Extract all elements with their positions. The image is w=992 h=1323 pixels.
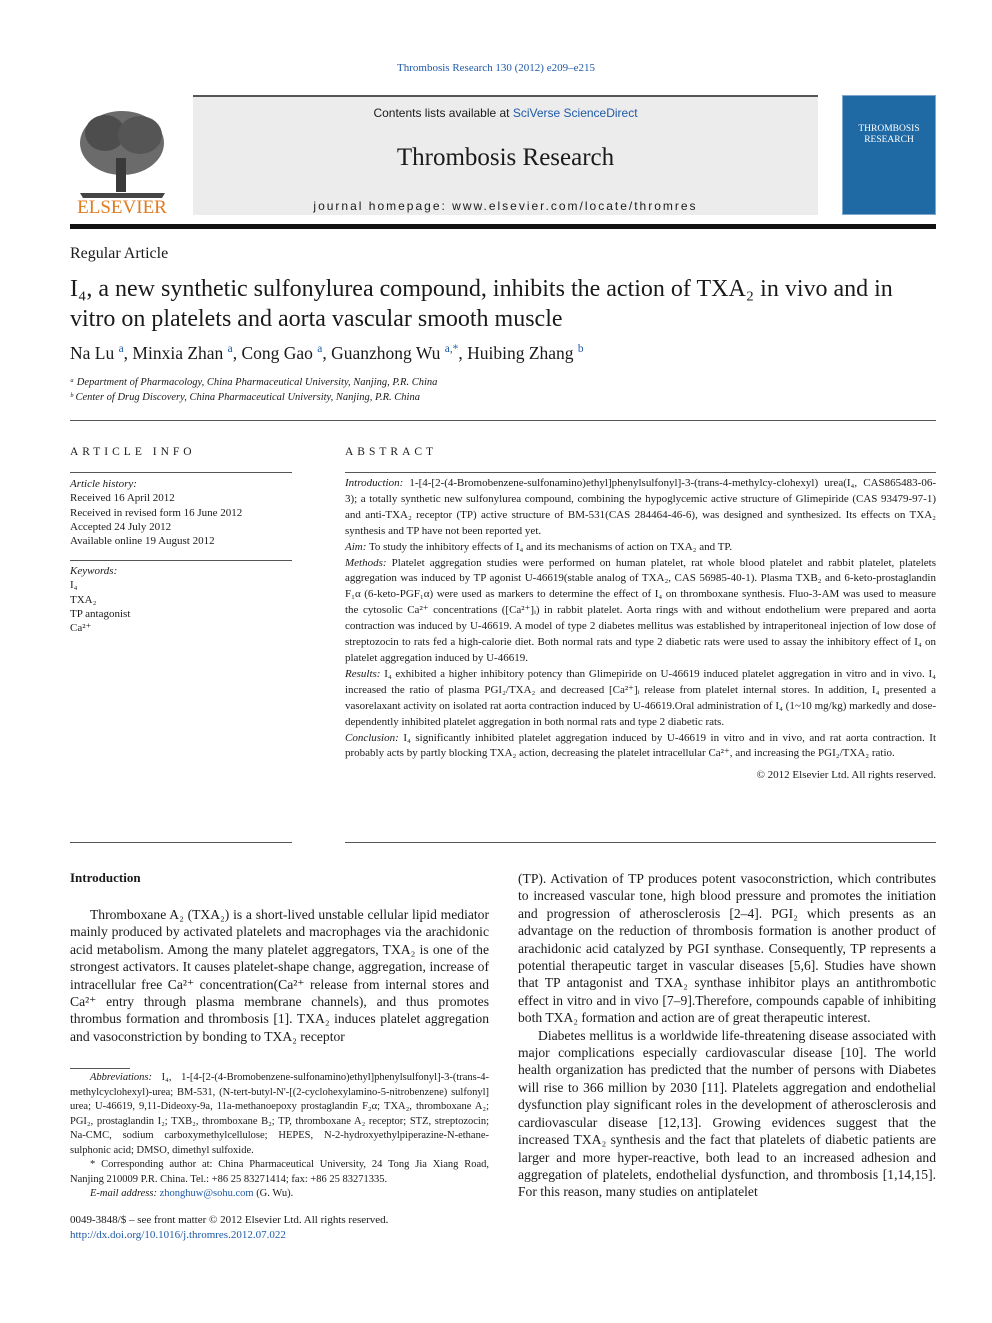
journal-banner xyxy=(70,95,936,225)
abbreviations-label: Abbreviations: xyxy=(90,1072,153,1083)
doi-link[interactable]: http://dx.doi.org/10.1016/j.thromres.2012.07.022 xyxy=(70,1229,286,1241)
abstract-conclusion-text: I₄ significantly inhibited platelet aggregation induced by U-46619 in vitro and in vivo, and rat aorta contraction. It probably acts by partly blocking TXA₂ action, decreasing the platelet intracellular Ca²⁺, and increasing the PGI₂/TXA₂ ratio. xyxy=(345,731,936,760)
history-item: Available online 19 August 2012 xyxy=(70,535,215,548)
journal-header-box xyxy=(193,95,818,215)
divider xyxy=(70,472,292,473)
contents-line xyxy=(193,106,818,120)
journal-cover-image xyxy=(842,95,936,215)
author-name[interactable]: Na Lu xyxy=(70,343,115,363)
author-name[interactable]: Cong Gao xyxy=(241,343,313,363)
journal-homepage[interactable]: journal homepage: www.elsevier.com/locate/thromres xyxy=(313,199,698,213)
abstract-aim-text: To study the inhibitory effects of I₄ and its mechanisms of action on TXA₂ and TP. xyxy=(366,540,733,553)
email-footnote xyxy=(70,1187,489,1202)
abstract-body xyxy=(345,476,936,784)
abstract-methods xyxy=(345,556,936,667)
keyword: TP antagonist xyxy=(70,607,131,620)
article-history xyxy=(70,477,242,548)
abstract-conclusion-label: Conclusion: xyxy=(345,731,399,744)
keyword: Ca²⁺ xyxy=(70,622,92,635)
footnote-divider xyxy=(70,1068,130,1069)
abstract-methods-text: Platelet aggregation studies were performed on human platelet, rat whole blood platelet and rabbit platelet, platelets aggregation was induced by TP agonist U-46619(stable analog of TXA₂, CAS 56985-40-1). Plasma TXB₂ and 6-keto-prostaglandin F₁α (6-keto-PGF₁α) were used as markers to determine the effect of I₄ on thromboxane synthesis. Fluo-3-AM was used to measure the cytosolic Ca²⁺ concentrations ([Ca²⁺]ᵢ) in rabbit platelet. Aorta rings with and without endothelium were prepared and aorta contraction was induced by U-46619. A model of type 2 diabetes mellitus was established by intraperitoneal injection of low dose of streptozocin to rats fed a high-calorie diet. Both normal rats and type 2 diabetic rats were used to assay the inhibitory effect of I₄ on platelet aggregation induced by U-46619. xyxy=(345,556,936,664)
sciencedirect-link[interactable]: SciVerse ScienceDirect xyxy=(512,106,638,120)
keyword: I₄ xyxy=(70,579,78,592)
author-affiliation-mark[interactable]: a xyxy=(118,343,124,356)
abstract-results xyxy=(345,667,936,731)
email-link[interactable]: zhonghuw@sohu.com xyxy=(159,1188,254,1199)
history-item: Received 16 April 2012 xyxy=(70,492,175,505)
author-name[interactable]: Huibing Zhang xyxy=(467,343,574,363)
history-item: Received in revised form 16 June 2012 xyxy=(70,506,243,519)
divider xyxy=(345,842,936,843)
author-name[interactable]: Guanzhong Wu xyxy=(331,343,441,363)
divider xyxy=(345,472,936,473)
author-affiliation-mark[interactable]: a xyxy=(317,343,323,356)
abstract-results-label: Results: xyxy=(345,667,381,680)
body-paragraph: (TP). Activation of TP produces potent vasoconstriction, which contributes to increased vascular tone, high blood pressure and promotes the initiation and progression of atherosclerosis [2–4]. PGI₂ which presents as an advantage on the reduction of thrombosis formation is another product of arachidonic acid catalyzed by PGI synthase. Consequently, TP represents a potential therapeutic target in vascular diseases [5,6]. Studies have shown that TP antagonist and TXA₂ synthase inhibitor plays an antithrombotic effect in vitro and in vivo [7–9].Therefore, compounds capable of inhibiting both TXA₂ formation and action are of great therapeutic interest. xyxy=(518,871,936,1026)
abstract-intro xyxy=(345,476,936,540)
history-item: Accepted 24 July 2012 xyxy=(70,520,172,533)
affiliation: ᵇ Center of Drug Discovery, China Pharmaceutical University, Nanjing, P.R. China xyxy=(70,391,420,403)
issn-line: 0049-3848/$ – see front matter © 2012 Elsevier Ltd. All rights reserved. xyxy=(70,1214,389,1226)
author-name[interactable]: Minxia Zhan xyxy=(132,343,224,363)
journal-title: Thrombosis Research xyxy=(396,144,615,171)
history-label: Article history: xyxy=(70,478,137,490)
author-affiliation-mark[interactable]: b xyxy=(577,343,584,356)
keywords xyxy=(70,564,130,635)
copyright-notice: © 2012 Elsevier Ltd. All rights reserved. xyxy=(756,769,936,782)
article-type: Regular Article xyxy=(70,245,169,262)
article-info-heading: ARTICLE INFO xyxy=(70,446,196,458)
abstract-aim xyxy=(345,540,936,556)
abstract-heading: ABSTRACT xyxy=(345,446,438,458)
body-column-right xyxy=(518,870,936,1201)
front-matter-footer xyxy=(70,1213,388,1243)
divider xyxy=(70,420,936,421)
abstract-aim-label: Aim: xyxy=(345,540,367,553)
cover-title: THROMBOSIS RESEARCH xyxy=(858,124,920,145)
divider xyxy=(70,842,292,843)
divider xyxy=(70,560,292,561)
article-title: I₄, a new synthetic sulfonylurea compound, inhibits the action of TXA₂ in vivo and in vitro on platelets and aorta vascular smooth muscle xyxy=(70,276,893,332)
abstract-intro-text: 1-[4-[2-(4-Bromobenzene-sulfonamino)ethyl]phenylsulfonyl]-3-(trans-4-methylcy-clohexyl) urea(I₄, CAS865483-06-3); a totally synthetic new sulfonylurea compound, combining the hypoglycemic active structure of Glimepiride (CAS 93479-97-1) and anti-TXA₂ receptor (TP) active structure of BM-531(CAS 284464-46-6), was designed and synthesized. Its effects on TXA₂ synthesis and TP have not been reported yet. xyxy=(345,477,936,537)
body-paragraph: Thromboxane A₂ (TXA₂) is a short-lived unstable cellular lipid mediator mainly produced by activated platelets and macrophages via the arachidonic acid metabolism. Among the many platelet aggregators, TXA₂ is one of the strongest activators. It causes platelet-shape change, aggregation, increase of intracellular free Ca²⁺ concentration(Ca²⁺ release from internal stores and Ca²⁺ entry through plasma membrane channels), and thus promotes thrombus formation and thrombosis [1]. TXA₂ induces platelet aggregation and vasoconstriction by bonding to TXA₂ receptor xyxy=(70,907,489,1044)
elsevier-logo xyxy=(70,103,175,215)
abstract-results-text: I₄ exhibited a higher inhibitory potency than Glimepiride on U-46619 induced platelet aggregation in vitro and in vivo. I₄ increased the ratio of plasma PGI₂/TXA₂ and decreased [Ca²⁺]ᵢ release from platelet internal stores. In addition, I₄ presented a vasorelaxant activity on isolated rat aorta contraction induced by U-46619.Oral administration of I₄ (1~10 mg/kg) markedly and dose-dependently inhibited platelet aggregation in both normal rats and type 2 diabetic rats. xyxy=(345,667,936,728)
body-column-left xyxy=(70,906,489,1045)
keywords-label: Keywords: xyxy=(70,565,118,577)
contents-prefix: Contents lists available at xyxy=(373,106,513,120)
abstract-intro-label: Introduction: xyxy=(345,477,404,489)
author-affiliation-mark[interactable]: a,* xyxy=(444,343,459,356)
keyword: TXA₂ xyxy=(70,593,97,606)
affiliation: ᵃ Department of Pharmacology, China Pharmaceutical University, Nanjing, P.R. China xyxy=(70,377,438,388)
affiliations xyxy=(70,376,437,405)
header-divider xyxy=(70,224,936,229)
abstract-conclusion xyxy=(345,731,936,763)
footnotes xyxy=(70,1071,489,1202)
abstract-methods-label: Methods: xyxy=(345,556,387,569)
email-label: E-mail address: xyxy=(90,1188,157,1199)
author-list: Na Lu $^a$, Minxia Zhan $^a$, Cong Gao $^a$, Guanzhong Wu $^{a,*}$, Huibing Zhang $^b$ xyxy=(70,343,584,363)
svg-text:ELSEVIER: ELSEVIER xyxy=(77,197,167,215)
abbreviations-text: I₄, 1-[4-[2-(4-Bromobenzene-sulfonamino)ethyl]phenylsulfonyl]-3-(trans-4-methylcyclohexyl)-urea; BM-531, (N-tert-butyl-N'-[(2-cyclohexylamino-5-nitrobenzene) sulfonyl] urea; U-46619, 9,11-Dideoxy-9a, 11a-methanoepoxy prostaglandin F₂α; TXA₂, thromboxane A₂; PGI₂, prostaglandin I₂; TXB₂, thromboxane B₂; TP, thromboxane A₂ receptor; STZ, streptozocin; Na-CMC, sodium carboxymethylcellulose; HEPES, N-2-hydroxyethylpiperazine-N-ethane-sulphonic acid; DMSO, dimethyl sulfoxide. xyxy=(70,1072,489,1156)
email-suffix: (G. Wu). xyxy=(253,1188,294,1199)
body-paragraph: Diabetes mellitus is a worldwide life-threatening disease associated with major complications especially cardiovascular disease [10]. The world health organization has predicted that the number of persons with Diabetes will rise to 366 million by 2030 [11]. Platelets aggregation and endothelial dysfunction play significant roles in the development of atherosclerosis and cardiovascular disease [12,13]. Growing evidences suggest that the increased TXA₂ synthesis and the fact that platelets of diabetic patients are larger and more hyper-reactive, both lead to an increased adhesion and aggregation of platelets, endothelial dysfunction, and thrombosis [1,14,15]. For this reason, many studies on antiplatelet xyxy=(518,1027,936,1200)
abbreviations-footnote xyxy=(70,1071,489,1158)
author-affiliation-mark[interactable]: a xyxy=(227,343,233,356)
corresponding-author-footnote: * Corresponding author at: China Pharmaceutical University, 24 Tong Jia Xiang Road, Nanjing 210009 P.R. China. Tel.: +86 25 83271414; fax: +86 25 83271335. xyxy=(70,1159,489,1185)
journal-citation[interactable]: Thrombosis Research 130 (2012) e209–e215 xyxy=(397,62,595,74)
introduction-heading: Introduction xyxy=(70,870,141,885)
